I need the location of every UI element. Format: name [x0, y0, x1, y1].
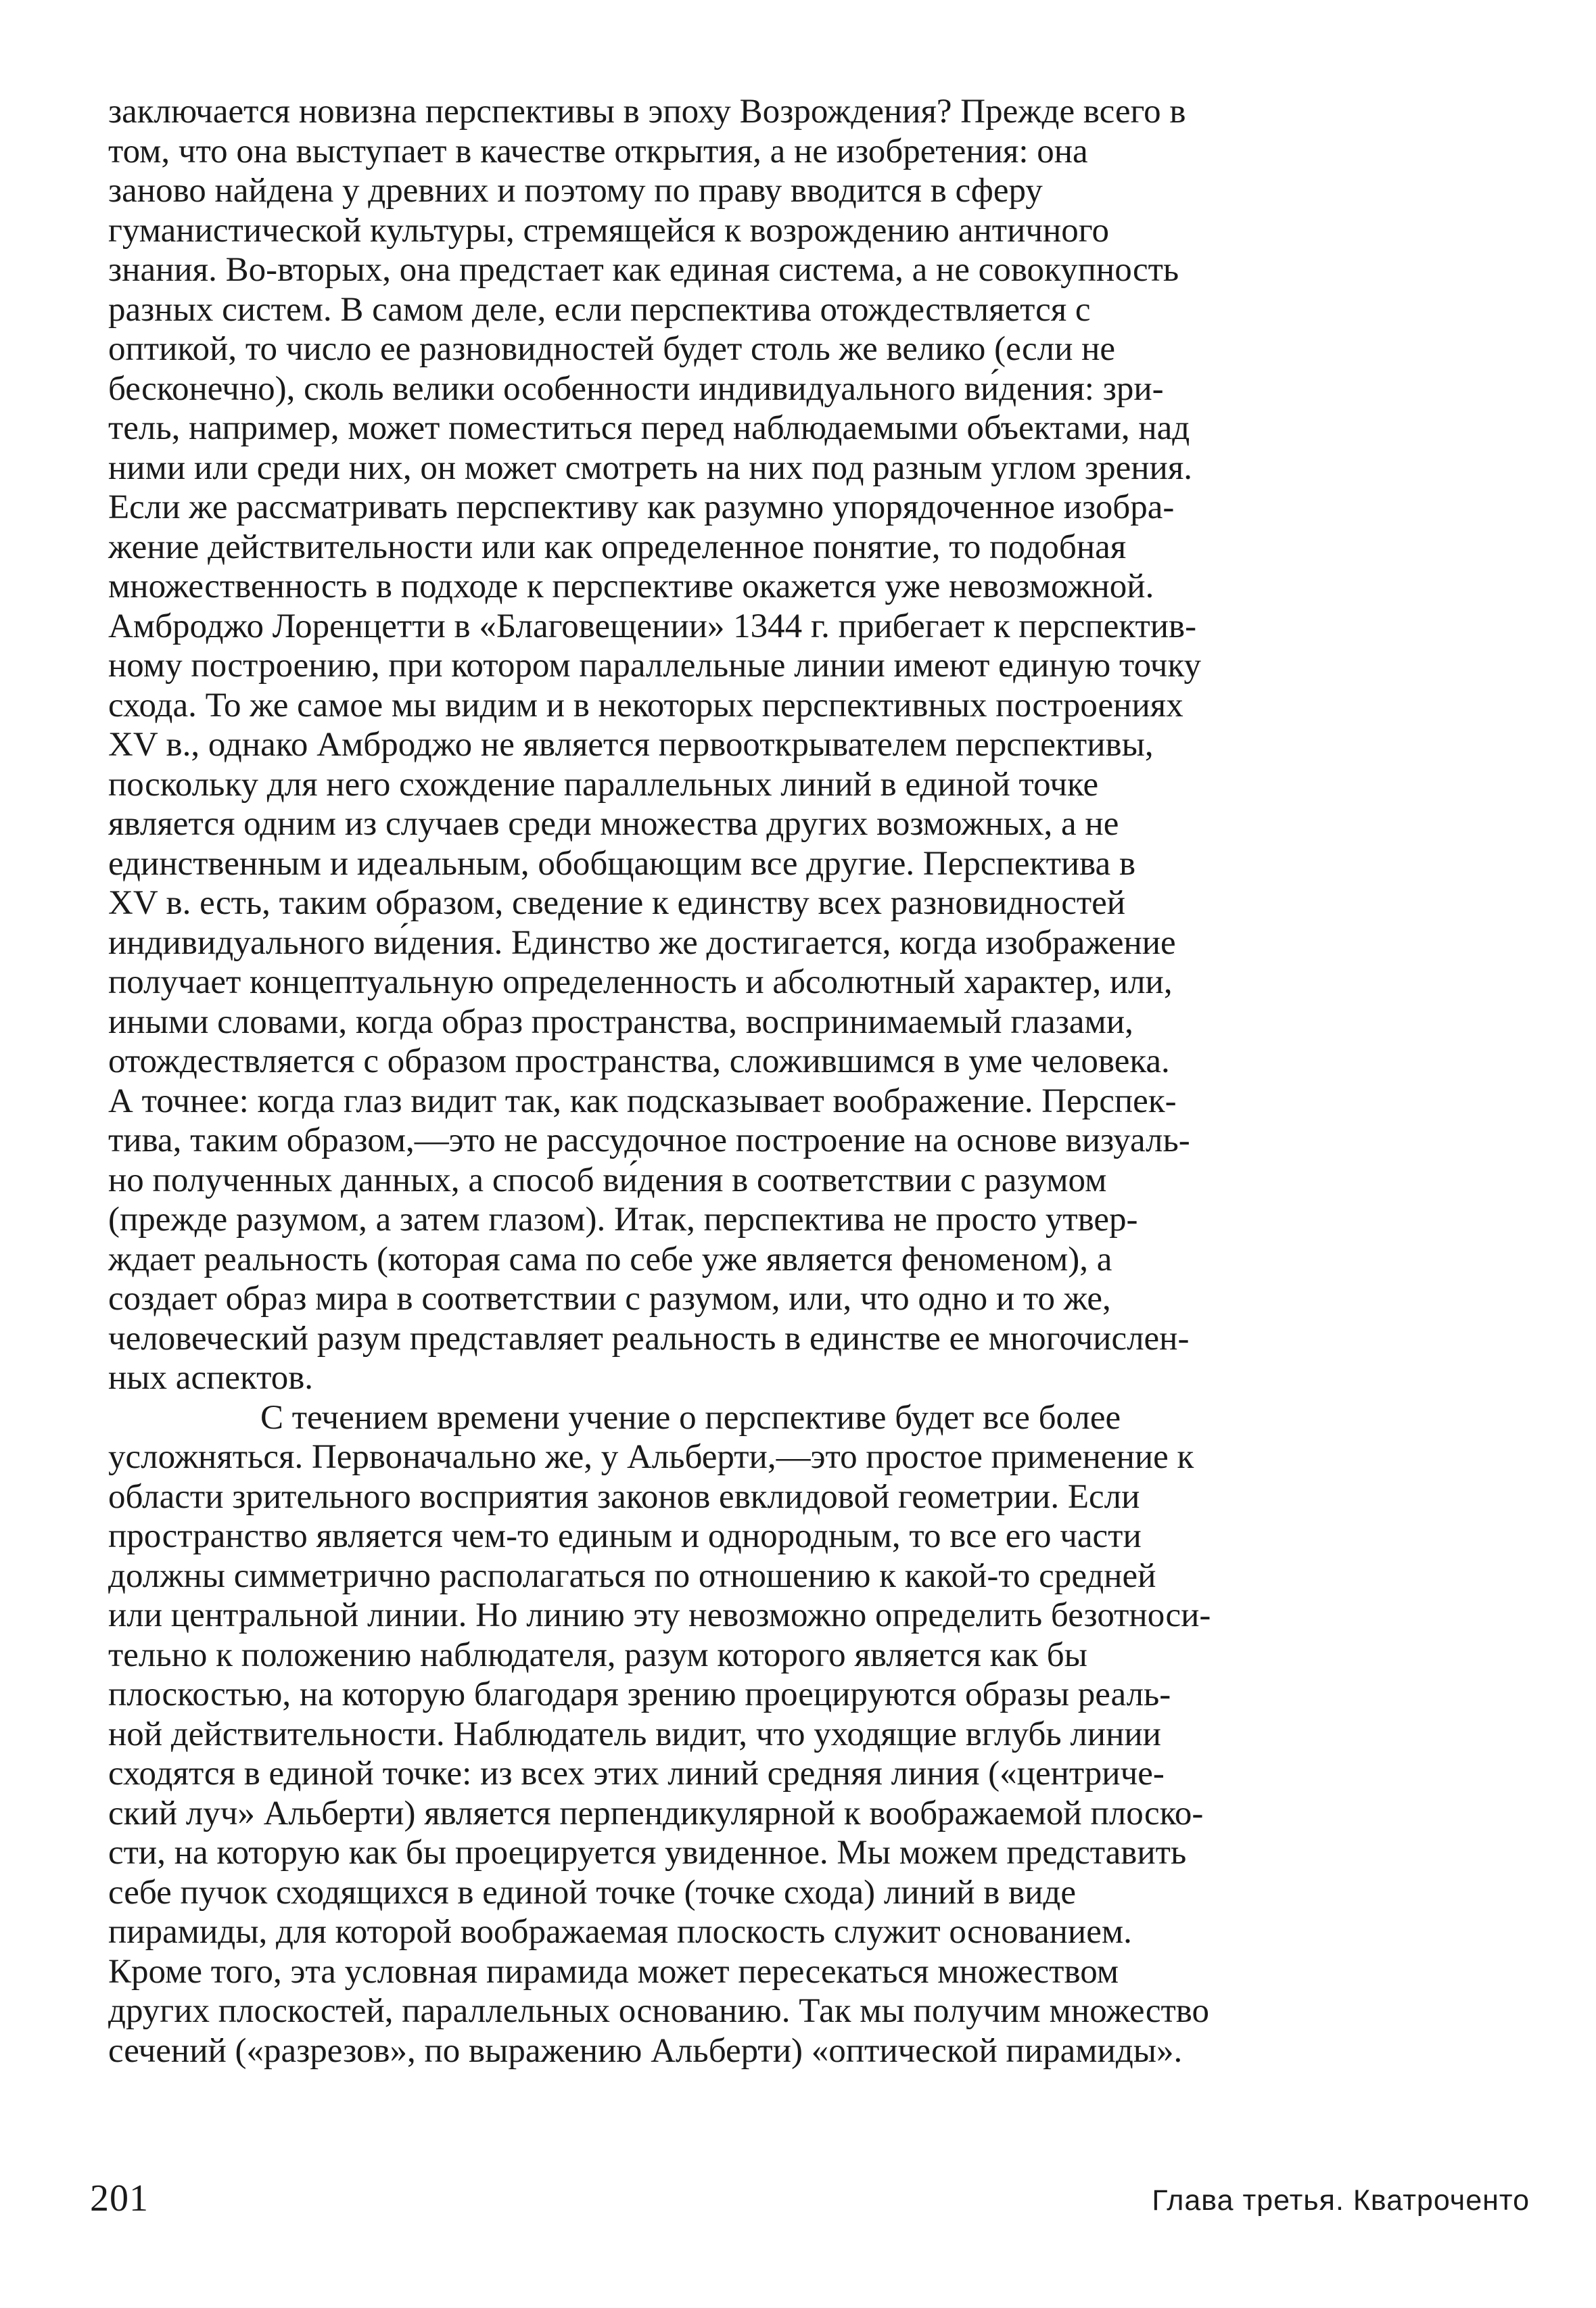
text-line: отождествляется с образом пространства, сложившимся в уме человека. [108, 1042, 1170, 1080]
text-line: А точнее: когда глаз видит так, как подсказывает воображение. Перспек- [108, 1082, 1177, 1120]
running-footer: Глава третья. Кватроченто [1152, 2184, 1530, 2217]
text-line: Амброджо Лоренцетти в «Благовещении» 1344 г. прибегает к перспектив- [108, 607, 1197, 645]
text-line: ждает реальность (которая сама по себе уже является феноменом), а [108, 1240, 1112, 1278]
text-line: Если же рассматривать перспективу как разумно упорядоченное изобра- [108, 488, 1175, 526]
text-line: (прежде разумом, а затем глазом). Итак, перспектива не просто утвер- [108, 1201, 1138, 1239]
text-line: схода. То же самое мы видим и в некоторых перспективных построениях [108, 686, 1183, 724]
text-line: тельно к положению наблюдателя, разум которого является как бы [108, 1636, 1087, 1674]
text-line: или центральной линии. Но линию эту невозможно определить безотноси- [108, 1596, 1211, 1634]
text-line: индивидуального ви́дения. Единство же достигается, когда изображение [108, 923, 1176, 962]
text-line: пирамиды, для которой воображаемая плоскость служит основанием. [108, 1913, 1132, 1951]
body-text [108, 92, 1461, 2071]
text-line: тель, например, может поместиться перед наблюдаемыми объектами, над [108, 409, 1190, 447]
text-line: тива, таким образом,—это не рассудочное построение на основе визуаль- [108, 1122, 1190, 1159]
text-line: жение действительности или как определенное понятие, то подобная [108, 528, 1127, 566]
text-line: ский луч» Альберти) является перпендикулярной к воображаемой плоско- [108, 1794, 1204, 1832]
text-line: XV в., однако Амброджо не является первооткрывателем перспективы, [108, 726, 1154, 764]
text-line: единственным и идеальным, обобщающим все другие. Перспектива в [108, 844, 1136, 883]
text-line: сти, на которую как бы проецируется увиденное. Мы можем представить [108, 1834, 1187, 1872]
text-line: других плоскостей, параллельных основанию. Так мы получим множество [108, 1992, 1209, 2030]
text-line: области зрительного восприятия законов евклидовой геометрии. Если [108, 1477, 1140, 1516]
text-line: сечений («разрезов», по выражению Альберти) «оптической пирамиды». [108, 2031, 1183, 2070]
text-line: заключается новизна перспективы в эпоху Возрождения? Прежде всего в [108, 93, 1186, 131]
text-line: сходятся в единой точке: из всех этих линий средняя линия («центриче- [108, 1755, 1165, 1793]
text-line: гуманистической культуры, стремящейся к возрождению античного [108, 211, 1109, 250]
text-line: знания. Во-вторых, она предстает как единая система, а не совокупность [108, 251, 1179, 289]
text-line: но полученных данных, а способ ви́дения в соответствии с разумом [108, 1161, 1107, 1199]
text-line: иными словами, когда образ пространства, воспринимаемый глазами, [108, 1002, 1133, 1041]
text-line: человеческий разум представляет реальность в единстве ее многочислен- [108, 1319, 1190, 1358]
text-line: оптикой, то число ее разновидностей будет столь же велико (если не [108, 330, 1116, 368]
text-line: XV в. есть, таким образом, сведение к единству всех разновидностей [108, 884, 1126, 922]
text-line: себе пучок сходящихся в единой точке (точке схода) линий в виде [108, 1873, 1076, 1912]
text-line: получает концептуальную определенность и абсолютный характер, или, [108, 963, 1173, 1001]
text-line: заново найдена у древних и поэтому по праву вводится в сферу [108, 172, 1043, 210]
text-line: ному построению, при котором параллельные линии имеют единую точку [108, 647, 1202, 685]
text-line: ними или среди них, он может смотреть на них под разным углом зрения. [108, 448, 1193, 487]
text-line: является одним из случаев среди множества других возможных, а не [108, 805, 1119, 843]
text-line: том, что она выступает в качестве открытия, а не изобретения: она [108, 132, 1088, 170]
text-line: усложняться. Первоначально же, у Альберти,—это простое применение к [108, 1438, 1194, 1476]
text-line: пространство является чем-то единым и однородным, то все его части [108, 1517, 1142, 1555]
text-line: разных систем. В самом деле, если перспектива отождествляется с [108, 290, 1091, 329]
text-line: Кроме того, эта условная пирамида может пересекаться множеством [108, 1952, 1119, 1991]
text-line: плоскостью, на которую благодаря зрению проецируются образы реаль- [108, 1676, 1171, 1713]
text-line: должны симметрично располагаться по отношению к какой-то средней [108, 1556, 1156, 1595]
text-line: поскольку для него схождение параллельных линий в единой точке [108, 765, 1099, 804]
text-line: бесконечно), сколь велики особенности индивидуального ви́дения: зри- [108, 369, 1164, 408]
text-line: С течением времени учение о перспективе будет все более [260, 1398, 1121, 1437]
text-line: создает образ мира в соответствии с разумом, или, что одно и то же, [108, 1280, 1111, 1318]
text-line: множественность в подходе к перспективе окажется уже невозможной. [108, 568, 1154, 605]
page-number: 201 [90, 2177, 149, 2219]
text-line: ных аспектов. [108, 1359, 314, 1397]
text-line: ной действительности. Наблюдатель видит, что уходящие вглубь линии [108, 1715, 1161, 1753]
